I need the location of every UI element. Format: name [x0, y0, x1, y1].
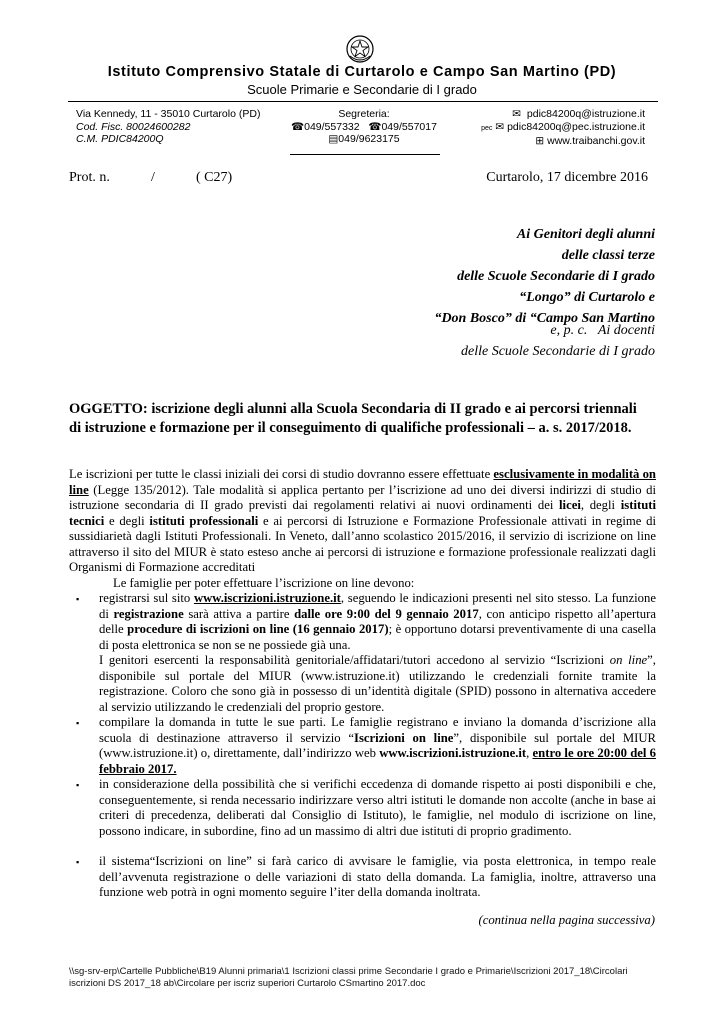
addressees — [434, 224, 655, 329]
cc-line-1: Ai docenti — [597, 323, 655, 338]
header-middle-column — [284, 108, 444, 146]
body-paragraph-1: Le iscrizioni per tutte le classi iniziali dei corsi di studio dovranno essere effettuate esclusivamente in modalità on line (Legge 135/2012). Tale modalità si applica pertanto per l’iscrizione ad uno dei diversi indirizzi di studio di istruzione secondaria di II grado previsti dai regolamenti relativi ai nuovi ordinamenti dei licei, degli istituti tecnici e degli istituti professionali e ai percorsi di Istruzione e Formazione Professionale attivati in regime di sussidiarietà dagli Istituti Professionali. In Veneto, dall’anno scolastico 2015/2016, il servizio di iscrizione on line attraverso il sito del MIUR è stato esteso anche ai percorsi di istruzione e formazione professionale realizzati dagli Organismi di Formazione accreditati — [69, 467, 656, 574]
bullet-marker: ▪ — [76, 594, 80, 604]
middle-divider — [290, 154, 440, 155]
prot-code: ( C27) — [196, 170, 233, 185]
phone-icon: ☎ — [291, 120, 305, 133]
email-line — [440, 108, 645, 121]
phone-2: 049/557017 — [381, 120, 437, 133]
email-link[interactable]: pdic84200q@istruzione.it — [526, 108, 645, 120]
header-divider — [68, 101, 658, 102]
institute-name: Istituto Comprensivo Statale di Curtarolo e Campo San Martino (PD) — [107, 64, 617, 80]
emblem-icon — [345, 34, 375, 64]
addressee-line: “Don Bosco” di “Campo San Martino — [434, 311, 655, 326]
phone-icon: ☎ — [368, 120, 382, 133]
addressee-line: Ai Genitori degli alunni — [516, 227, 655, 242]
prot-slash: / — [151, 170, 155, 185]
website-line — [440, 135, 645, 148]
web-icon: ⊞ — [535, 135, 545, 147]
mechanographic-code: C.M. PDIC84200Q — [76, 133, 164, 145]
cc-line-2: delle Scuole Secondarie di I grado — [460, 344, 655, 359]
header-right-column — [440, 108, 645, 148]
school-address: Via Kennedy, 11 - 35010 Curtarolo (PD) — [76, 108, 261, 120]
cc-prefix: e, p. c. — [550, 323, 588, 338]
addressee-line: delle classi terze — [561, 248, 655, 263]
bullet-marker: ▪ — [76, 857, 80, 867]
fax-value: 049/9623175 — [338, 133, 400, 145]
bullet-item-2: compilare la domanda in tutte le sue parti. Le famiglie registrano e inviano la domanda d’iscrizione alla scuola di destinazione attraverso il servizio “Iscrizioni on line”, disponibile sul portale del MIUR (www.istruzione.it) o, direttamente, dall’indirizzo web www.iscrizioni.istruzione.it, entro le ore 20:00 del 6 febbraio 2017. — [99, 715, 656, 776]
phone-1: 049/557332 — [304, 120, 360, 133]
bullet-item-3: in considerazione della possibilità che si verifichi eccedenza di domande rispetto ai posti disponibili e che, conseguentemente, si renda necessario indirizzare verso altri istituti le domande non accolte (anche in base ai criteri di precedenza, deliberati dal Consiglio di Istituto), le famiglie, nel modulo di iscrizione on line, possono indicare, in subordine, fino ad un massimo di altri due istituti di proprio gradimento. — [99, 777, 656, 838]
fax-number — [284, 133, 444, 146]
institute-subtitle: Scuole Primarie e Secondarie di I grado — [247, 82, 477, 97]
bullet-item-1: registrarsi sul sito www.iscrizioni.istruzione.it, seguendo le indicazioni presenti nel sito stesso. La funzione di registrazione sarà attiva a partire dalle ore 9:00 del 9 gennaio 2017, con anticipo rispetto all’apertura delle procedure di iscrizioni on line (16 gennaio 2017); è opportuno dotarsi preventivamente di una casella di posta elettronica se non se ne possiede già una. I genitori esercenti la responsabilità genitoriale/affidatari/tutori accedono al servizio “Iscrizioni on line”, disponibile sul portale del MIUR (www.istruzione.it) utilizzando le credenziali fornite tramite la registrazione. Coloro che sono già in possesso di un’identità digitale (SPID) possono in alternativa accedere al servizio utilizzando le credenziali del proprio gestore. — [99, 591, 656, 714]
pec-label: pec — [481, 124, 493, 132]
place-date: Curtarolo, 17 dicembre 2016 — [486, 170, 648, 185]
bullet-marker: ▪ — [76, 718, 80, 728]
pec-line — [440, 121, 645, 136]
fiscal-code: Cod. Fisc. 80024600282 — [76, 120, 191, 133]
fax-icon: ▤ — [328, 133, 339, 145]
subject — [69, 400, 659, 438]
cc-recipients — [461, 320, 655, 362]
pec-link[interactable]: pdic84200q@pec.istruzione.it — [507, 120, 645, 133]
phone-numbers — [284, 121, 444, 134]
file-path-footer: \\sg-srv-erp\Cartelle Pubbliche\B19 Alunni primaria\1 Iscrizioni classi prime Secondarie I grado e Primarie\Iscrizioni 2017_18\Circolari iscrizioni DS 2017_18 ab\Circolare per iscriz superiori Curtarolo CSmartino 2017.doc — [69, 966, 628, 989]
website-link[interactable]: www.traibanchi.gov.it — [547, 135, 645, 147]
secretariat-label: Segreteria: — [338, 108, 390, 120]
subject-line-1: OGGETTO: iscrizione degli alunni alla Scuola Secondaria di II grado e ai percorsi triennali — [69, 401, 637, 417]
prot-label: Prot. n. — [69, 170, 110, 185]
envelope-icon: ✉ — [512, 108, 522, 120]
body-paragraph-2: Le famiglie per poter effettuare l’iscrizione on line devono: — [113, 576, 415, 590]
envelope-icon: ✉ — [495, 120, 505, 133]
continue-note: (continua nella pagina successiva) — [478, 913, 655, 927]
addressee-line: “Longo” di Curtarolo e — [519, 290, 655, 305]
subject-line-2: di istruzione e formazione per il conseguimento di qualifiche professionali – a. s. 2017/2018. — [69, 420, 632, 436]
addressee-line: delle Scuole Secondarie di I grado — [457, 269, 655, 284]
header-left-column — [76, 108, 296, 146]
bullet-item-4: il sistema“Iscrizioni on line” si farà carico di avvisare le famiglie, via posta elettronica, in tempo reale dell’avvenuta registrazione o delle variazioni di stato della domanda. La famiglia, inoltre, attraverso una funzione web potrà in ogni momento seguire l’iter della domanda inoltrata. — [99, 854, 656, 899]
bullet-marker: ▪ — [76, 780, 80, 790]
